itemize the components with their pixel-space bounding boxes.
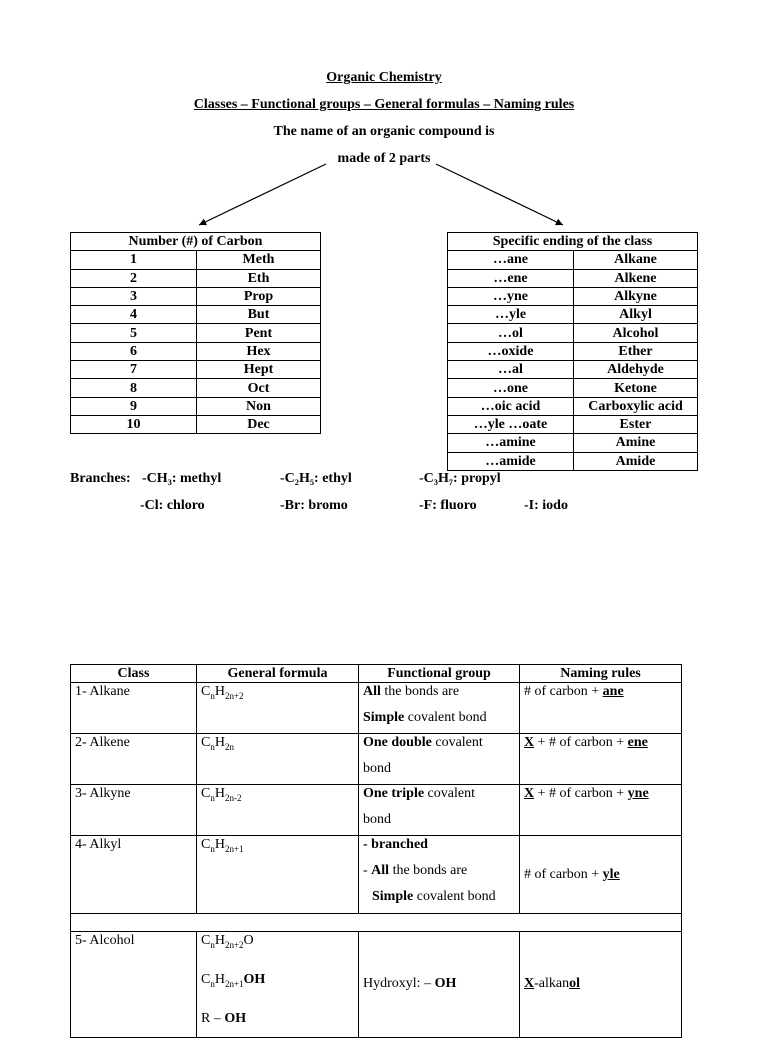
classes-table (70, 664, 682, 1038)
left-arrow (199, 164, 326, 225)
table-row: 7 Hept (71, 361, 321, 379)
table-row: …yne Alkyne (448, 287, 698, 305)
table-row: 10 Dec (71, 415, 321, 433)
table-row: …ene Alkene (448, 269, 698, 287)
table-row: 2- Alkene $C_nH_{2n}$ One double covalent bond X + # of carbon + ene (71, 734, 682, 785)
carbon-table-header: Number (#) of Carbon (71, 233, 321, 251)
branch-methyl: -CH₃: methyl (142, 471, 222, 486)
page-subtitle: Classes – Functional groups – General formulas – Naming rules (193, 97, 575, 112)
table-spacer-row (71, 914, 682, 932)
branch-propyl: -C₃H₇: propyl (419, 471, 501, 486)
table-row: …oic acid Carboxylic acid (448, 397, 698, 415)
table-header-row: Class General formula Functional group Naming rules (71, 665, 682, 683)
branch-bromo: -Br: bromo (280, 498, 348, 513)
table-row: 1 Meth (71, 251, 321, 269)
table-row: 5- Alcohol $C_nH_{2n+2}O$ $C_nH_{2n+1}OH$ R – OH Hydroxyl: – OH X-alkanol (71, 932, 682, 1038)
page-title: Organic Chemistry (326, 70, 442, 85)
table-row: …ane Alkane (448, 251, 698, 269)
table-row: …ol Alcohol (448, 324, 698, 342)
table-row: …one Ketone (448, 379, 698, 397)
table-row: 4 But (71, 306, 321, 324)
table-row: …al Aldehyde (448, 361, 698, 379)
class-ending-table (447, 232, 698, 471)
arrows-diagram (0, 0, 768, 240)
table-row: …oxide Ether (448, 342, 698, 360)
table-row: …yle Alkyl (448, 306, 698, 324)
table-row: …amide Amide (448, 452, 698, 470)
branch-fluoro: -F: fluoro (419, 498, 477, 513)
table-row: 3- Alkyne $C_nH_{2n-2}$ One triple covalent bond X + # of carbon + yne (71, 785, 682, 836)
branch-ethyl: -C₂H₅: ethyl (280, 471, 352, 486)
table-row: 5 Pent (71, 324, 321, 342)
branches-label: Branches: (70, 471, 131, 486)
table-row: 3 Prop (71, 287, 321, 305)
table-row: …yle …oate Ester (448, 415, 698, 433)
branch-chloro: -Cl: chloro (140, 498, 205, 513)
table-row: 6 Hex (71, 342, 321, 360)
carbon-prefix-table (70, 232, 321, 434)
branch-iodo: -I: iodo (524, 498, 568, 513)
ending-table-header: Specific ending of the class (448, 233, 698, 251)
intro-line-1: The name of an organic compound is (273, 124, 495, 139)
table-row: 4- Alkyl $C_nH_{2n+1}$ - branched - All the bonds are Simple covalent bond # of carbon + yle (71, 836, 682, 914)
intro-line-2: made of 2 parts (337, 151, 431, 166)
table-row: 9 Non (71, 397, 321, 415)
table-row: 8 Oct (71, 379, 321, 397)
table-row: …amine Amine (448, 434, 698, 452)
right-arrow (436, 164, 563, 225)
table-row: 1- Alkane $C_nH_{2n+2}$ All the bonds are Simple covalent bond # of carbon + ane (71, 683, 682, 734)
table-row: 2 Eth (71, 269, 321, 287)
